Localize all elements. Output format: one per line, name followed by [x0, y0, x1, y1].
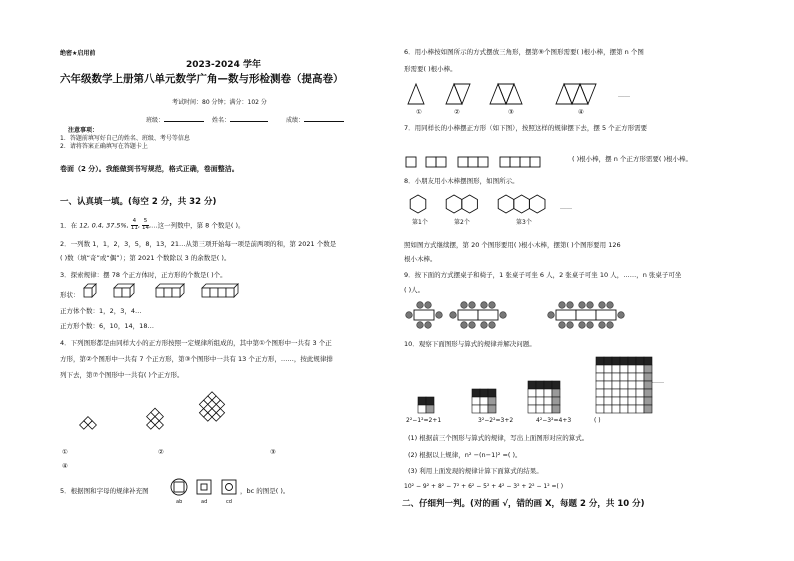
shape-ab	[171, 479, 187, 495]
question-8-line1: 8．小朋友用小木棒摆图形，如图所示。	[404, 177, 519, 185]
grid-cell	[472, 389, 480, 397]
grid-cell	[552, 389, 560, 397]
grid-cell	[528, 405, 536, 413]
note-2: 2．请将答案正确填写在答题卡上	[60, 143, 148, 150]
grid-cell	[596, 365, 604, 373]
hex-label-1: 第1个	[412, 219, 428, 226]
stick-triangle	[580, 84, 596, 104]
grid-cell	[596, 357, 604, 365]
grid-cell	[418, 405, 426, 413]
grid-cell	[488, 405, 496, 413]
stick-hexagon	[410, 195, 426, 213]
grid-cell	[604, 397, 612, 405]
table	[458, 310, 478, 320]
grid-cell	[612, 397, 620, 405]
grid-cell	[426, 397, 434, 405]
grid-cell	[612, 389, 620, 397]
grid-cell	[418, 397, 426, 405]
grid-cell	[552, 405, 560, 413]
diamond-figure-3	[199, 392, 224, 421]
stick-square	[520, 157, 530, 167]
chair	[417, 302, 424, 309]
chair	[587, 302, 594, 309]
q8-ellipsis: ……	[560, 204, 572, 211]
question-1: 1．在 12, 0.4, 37.5%, $\frac{4}{11}$ , $\frac{5}{14}$ ,…这一列数中，第 8 个数是( )。	[60, 218, 245, 231]
shape-cd	[222, 480, 236, 494]
table	[414, 310, 434, 320]
cube-group-2	[114, 284, 134, 297]
secret-label: 绝密★启用前	[60, 50, 96, 57]
tri-label-4: ④	[578, 108, 584, 116]
grid-cell	[604, 405, 612, 413]
grid-cell	[528, 381, 536, 389]
stick-triangle	[556, 84, 572, 104]
shape-ad	[197, 480, 211, 494]
grid-cell	[596, 389, 604, 397]
grid-cell	[604, 365, 612, 373]
section1-title: 一、认真填一填。(每空 2 分，共 32 分)	[60, 197, 217, 207]
grid-cell	[620, 381, 628, 389]
grid-cell	[644, 397, 652, 405]
grid-cell	[528, 397, 536, 405]
square-count-line: 正方形个数：6，10，14，18…	[60, 322, 154, 330]
cube-count-line: 正方体个数：1，2，3，4…	[60, 307, 142, 315]
question-4-line1: 4．下列图形都是由同样大小的正方形按照一定规律所组成的，其中第①个图形中一共有 3 个正	[60, 339, 332, 347]
grid-cell	[644, 389, 652, 397]
figure-label-4: ④	[62, 462, 68, 470]
grid-cell	[604, 373, 612, 381]
chair	[481, 322, 488, 329]
grid-cell	[620, 405, 628, 413]
question-6-line1: 6．用小棒按如图所示的方式摆放三角形，摆第⑨个图形需要( )根小棒，摆第 n 个图	[404, 48, 644, 56]
q10-sub1: (1) 根据前三个图形与算式的规律，写出上面图形对应的算式。	[408, 434, 589, 442]
tri-label-3: ③	[508, 108, 514, 116]
question-5-text: 5．根据图和字母的规律补充图	[60, 487, 149, 495]
chair	[450, 312, 457, 319]
grid-cell	[604, 381, 612, 389]
grid-cell	[628, 405, 636, 413]
stick-square	[406, 157, 416, 167]
triangle-figures	[408, 84, 596, 104]
q10-calc: 10² − 9² + 8² − 7² + 6² − 5² + 4² − 3² + 2² − 1² =( )	[404, 483, 564, 490]
question-3-line1: 3．探索规律：摆 78 个正方体时，正方形的个数是( )个。	[60, 271, 227, 279]
formula-2: 3²−2²=3+2	[478, 417, 514, 424]
question-9-line1: 9．按下面的方式摆桌子和椅子，1 张桌子可坐 6 人，2 张桌子可坐 10 人，……，n 张桌子可坐	[404, 271, 682, 279]
figure-label-1: ①	[62, 448, 68, 456]
stick-triangle	[564, 84, 580, 104]
chair	[406, 312, 413, 319]
table	[576, 310, 596, 320]
grid-cell	[636, 357, 644, 365]
grid-cell	[596, 373, 604, 381]
grid-cell	[636, 381, 644, 389]
question-4-line3: 列下去，第⑦个图形中一共有( )个正方形。	[60, 371, 184, 379]
grid-cell	[596, 397, 604, 405]
diamond-pattern-figure	[60, 385, 260, 445]
stick-hexagon	[529, 195, 545, 213]
chair	[567, 322, 574, 329]
stick-triangle	[490, 84, 506, 104]
fraction-2: $\frac{5}{14}$	[142, 218, 149, 231]
stick-square-groups	[406, 157, 540, 167]
chair	[559, 322, 566, 329]
question-2-line1: 2．一列数 1，1，2，3，5，8，13，21…从第三项开始每一项是前两项的和，第 2021 个数是	[60, 240, 337, 248]
cube-group-4	[202, 284, 238, 297]
grid-cell	[628, 397, 636, 405]
question-5-suffix: ，bc 的图是( )。	[240, 487, 290, 495]
q10-sub3: (3) 利用上面发现的规律计算下面算式的结果。	[408, 467, 543, 475]
question-9-line2: ( )人。	[404, 286, 425, 294]
class-field[interactable]: 班级：	[146, 117, 204, 125]
grid-cell	[552, 381, 560, 389]
chair	[489, 322, 496, 329]
stick-hexagon	[498, 195, 514, 213]
triangle-sticks-figure	[406, 80, 636, 106]
cube-group-3	[156, 284, 184, 297]
question-7-line2: ( )根小棒，摆 n 个正方形需要( )根小棒。	[572, 155, 693, 163]
grid-cell	[612, 381, 620, 389]
grid-cell	[480, 405, 488, 413]
stick-triangle	[572, 84, 588, 104]
grid-cell	[488, 389, 496, 397]
tables-chairs-figure	[406, 300, 792, 334]
formula-3: 4²−3²=4+3	[536, 417, 572, 424]
chair	[469, 302, 476, 309]
grid-cell	[620, 389, 628, 397]
notes-title: 注意事项：	[68, 127, 99, 134]
stick-triangle	[446, 84, 462, 104]
square-difference-figures	[416, 355, 678, 420]
stick-triangle	[506, 84, 522, 104]
stick-square	[426, 157, 436, 167]
grid-cell	[628, 357, 636, 365]
shape-label: 形状：	[60, 291, 80, 299]
grid-cell	[644, 357, 652, 365]
neatness-line: 卷面（2 分）。我能做到书写规范，格式正确，卷面整洁。	[60, 165, 239, 173]
question-7-line1: 7．用同样长的小棒摆正方形（如下图），按照这样的规律摆下去，摆 5 个正方形需要	[404, 124, 648, 132]
stick-triangle	[454, 84, 470, 104]
question-2-line2: ( )数（填“奇”或“偶”）；第 2021 个数除以 3 的余数是( )。	[60, 254, 231, 262]
stick-square	[478, 157, 488, 167]
grid-cell	[644, 381, 652, 389]
chair	[607, 322, 614, 329]
grid-cell	[612, 373, 620, 381]
chair	[436, 312, 443, 319]
name-field[interactable]: 姓名：	[212, 117, 268, 125]
chair	[425, 302, 432, 309]
chair	[489, 302, 496, 309]
stick-square	[468, 157, 478, 167]
grid-cell	[544, 381, 552, 389]
stick-square	[458, 157, 468, 167]
page-title: 六年级数学上册第八单元数学广角—数与形检测卷（提高卷）	[60, 73, 344, 85]
hex-label-2: 第2个	[454, 219, 470, 226]
grid-cell	[536, 389, 544, 397]
question-8-line2: 照如图方式继续摆，第 20 个图形要用( )根小木棒，摆第( )个图形要用 126	[404, 241, 621, 249]
chair	[425, 322, 432, 329]
chair	[417, 322, 424, 329]
note-1: 1．答题前填写好自己的姓名、班级、考号等信息	[60, 135, 190, 142]
grid-cell	[644, 405, 652, 413]
exam-info: 考试时间：80 分钟；满分：102 分	[172, 99, 267, 106]
grid-cell	[628, 365, 636, 373]
tri-label-2: ②	[454, 108, 460, 116]
grid-cell	[628, 381, 636, 389]
formula-4-answer[interactable]: ( )	[594, 417, 601, 424]
chair	[587, 322, 594, 329]
chair	[599, 302, 606, 309]
chair	[548, 312, 555, 319]
right-column	[398, 0, 794, 561]
hexagon-figures	[410, 195, 545, 213]
grid-cell	[536, 397, 544, 405]
q10-sub2: (2) 根据以上规律，n² −(n−1)² =( )。	[408, 451, 522, 459]
chair	[559, 302, 566, 309]
grid-cell	[620, 365, 628, 373]
chair	[481, 302, 488, 309]
diamond-figure-1	[80, 417, 97, 430]
stick-hexagon	[514, 195, 530, 213]
grid-cell	[596, 405, 604, 413]
question-10-line1: 10．观察下面图形与算式的规律并解决问题。	[404, 340, 536, 348]
grid-cell	[426, 405, 434, 413]
fraction-1: $\frac{4}{11}$	[130, 218, 138, 231]
table-groups	[406, 302, 625, 329]
grid-cell	[544, 397, 552, 405]
grid-cell	[480, 397, 488, 405]
chair	[567, 302, 574, 309]
chair	[618, 312, 625, 319]
grid-cell	[644, 365, 652, 373]
q6-ellipsis: ……	[618, 92, 630, 99]
score-field[interactable]: 成绩：	[286, 117, 344, 125]
hexagon-sticks-figure	[406, 192, 586, 218]
chair	[461, 322, 468, 329]
chair	[607, 302, 614, 309]
stick-hexagon	[462, 195, 478, 213]
grid-cell	[628, 373, 636, 381]
grid-cell	[636, 373, 644, 381]
chair	[599, 322, 606, 329]
shape-label-ab: ab	[176, 499, 183, 505]
grid-cell	[528, 389, 536, 397]
grid-cell	[636, 405, 644, 413]
grid-cell	[612, 357, 620, 365]
cube-group-1	[84, 284, 96, 297]
chair	[461, 302, 468, 309]
chair	[579, 302, 586, 309]
tri-label-1: ①	[416, 108, 422, 116]
grid-cell	[552, 397, 560, 405]
grid-cell	[544, 405, 552, 413]
grid-cell	[644, 373, 652, 381]
grid-cell	[488, 397, 496, 405]
grid-cell	[480, 389, 488, 397]
letter-shape-figures	[170, 478, 240, 500]
figure-label-3: ③	[270, 448, 276, 456]
chair	[579, 322, 586, 329]
grid-cell	[604, 389, 612, 397]
grid-cell	[636, 365, 644, 373]
figure-label-2: ②	[158, 448, 164, 456]
grid-cell	[472, 397, 480, 405]
section2-title: 二、仔细判一判。(对的画 √，错的画 X，每题 2 分，共 10 分)	[402, 499, 645, 509]
shape-label-cd: cd	[226, 499, 232, 505]
grid-cell	[604, 357, 612, 365]
question-8-line3: 根小木棒。	[404, 255, 437, 263]
stick-square	[510, 157, 520, 167]
grid-cell	[612, 405, 620, 413]
stick-triangle	[408, 84, 424, 104]
grid-cell	[596, 381, 604, 389]
table	[556, 310, 576, 320]
cube-sequence-figure	[82, 283, 272, 301]
hex-label-3: 第3个	[516, 219, 532, 226]
table	[596, 310, 616, 320]
grid-cell	[620, 373, 628, 381]
grid-cell	[536, 405, 544, 413]
stick-triangle	[498, 84, 514, 104]
question-4-line2: 方形，第②个图形中一共有 7 个正方形，第③个图形中一共有 13 个正方形，……，按此规律排	[60, 355, 333, 363]
grid-cell	[628, 389, 636, 397]
stick-square	[500, 157, 510, 167]
grid-cell	[636, 397, 644, 405]
stick-square	[530, 157, 540, 167]
grid-cell	[612, 365, 620, 373]
diamond-figure-2	[147, 408, 164, 429]
chair	[500, 312, 507, 319]
grid-cell	[472, 405, 480, 413]
q10-ellipsis: ……	[652, 378, 664, 385]
grid-figures	[418, 357, 652, 413]
school-year: 2023-2024 学年	[186, 60, 261, 70]
formula-1: 2²−1²=2+1	[406, 417, 442, 424]
chair	[469, 322, 476, 329]
table	[478, 310, 498, 320]
grid-cell	[620, 397, 628, 405]
grid-cell	[636, 389, 644, 397]
grid-cell	[536, 381, 544, 389]
stick-hexagon	[446, 195, 462, 213]
stick-square	[436, 157, 446, 167]
grid-cell	[620, 357, 628, 365]
question-6-line2: 形需要( )根小棒。	[404, 65, 457, 73]
grid-cell	[544, 389, 552, 397]
shape-label-ad: ad	[201, 499, 208, 505]
